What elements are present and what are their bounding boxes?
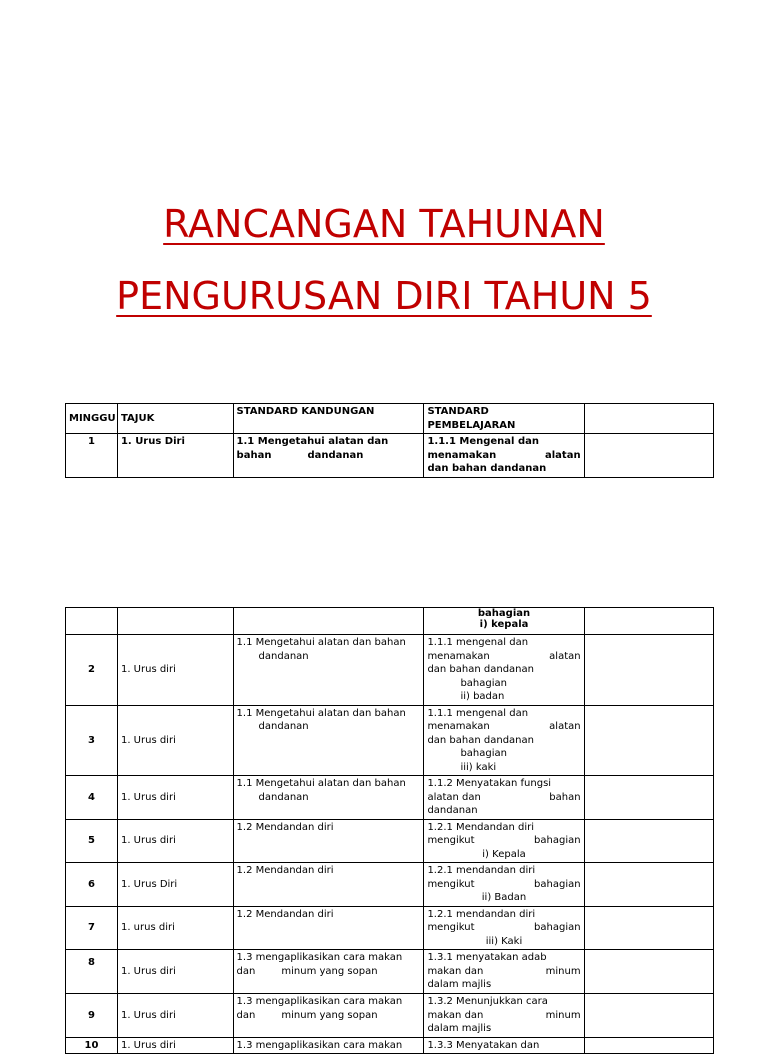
cell-empty <box>584 906 713 950</box>
header-minggu: MINGGU <box>66 404 118 434</box>
header-tajuk: TAJUK <box>117 404 233 434</box>
cell-tajuk: 1. Urus diri <box>117 635 233 706</box>
document-title-line-1: RANCANGAN TAHUNAN <box>163 202 605 246</box>
header-empty <box>584 404 713 434</box>
cell-standard-kandungan: 1.1 Mengetahui alatan dan bahan dandanan <box>233 434 424 478</box>
cell-empty <box>584 819 713 863</box>
cell-empty <box>584 635 713 706</box>
cell-empty <box>584 950 713 994</box>
table-row <box>66 776 714 820</box>
cell-standard-kandungan <box>233 608 424 635</box>
table-row <box>66 705 714 776</box>
table-row <box>66 950 714 994</box>
document-title-line-2: PENGURUSAN DIRI TAHUN 5 <box>116 274 652 318</box>
table-week-1 <box>65 403 714 478</box>
cell-standard-kandungan: 1.2 Mendandan diri <box>233 863 424 907</box>
cell-minggu <box>66 608 118 635</box>
cell-standard-kandungan: 1.1 Mengetahui alatan dan bahan dandanan <box>233 776 424 820</box>
cell-empty <box>584 1037 713 1054</box>
table-row <box>66 906 714 950</box>
cell-standard-kandungan: 1.3 mengaplikasikan cara makan <box>233 1037 424 1054</box>
table-row <box>66 635 714 706</box>
cell-tajuk <box>117 608 233 635</box>
cell-minggu: 7 <box>66 906 118 950</box>
cell-standard-kandungan: 1.1 Mengetahui alatan dan bahan dandanan <box>233 705 424 776</box>
table-row <box>66 994 714 1038</box>
cell-minggu: 4 <box>66 776 118 820</box>
cell-standard-kandungan: 1.1 Mengetahui alatan dan bahan dandanan <box>233 635 424 706</box>
cell-standard-pembelajaran: 1.3.1 menyatakan adab makan dan minum dalam majlis <box>424 950 584 994</box>
cell-tajuk: 1. Urus diri <box>117 950 233 994</box>
cell-empty <box>584 994 713 1038</box>
cell-standard-kandungan: 1.2 Mendandan diri <box>233 819 424 863</box>
cell-standard-pembelajaran: 1.3.2 Menunjukkan cara makan dan minum dalam majlis <box>424 994 584 1038</box>
cell-standard-kandungan: 1.3 mengaplikasikan cara makan dan minum yang sopan <box>233 994 424 1038</box>
cell-minggu: 10 <box>66 1037 118 1054</box>
cell-tajuk: 1. Urus diri <box>117 994 233 1038</box>
table-row <box>66 819 714 863</box>
cell-minggu: 3 <box>66 705 118 776</box>
cell-minggu: 9 <box>66 994 118 1038</box>
cell-standard-pembelajaran: 1.1.1 mengenal dan menamakan alatan dan bahan dandanan bahagian ii) badan <box>424 635 584 706</box>
cell-tajuk: 1. Urus diri <box>117 776 233 820</box>
cell-tajuk: 1. urus diri <box>117 906 233 950</box>
cell-standard-pembelajaran: 1.2.1 mendandan diri mengikut bahagian iii) Kaki <box>424 906 584 950</box>
cell-empty <box>584 776 713 820</box>
cell-tajuk: 1. Urus Diri <box>117 863 233 907</box>
cell-standard-pembelajaran: 1.2.1 mendandan diri mengikut bahagian ii) Badan <box>424 863 584 907</box>
cell-standard-kandungan: 1.3 mengaplikasikan cara makan dan minum yang sopan <box>233 950 424 994</box>
table-row-continued <box>66 608 714 635</box>
cell-minggu: 8 <box>66 950 118 994</box>
cell-standard-pembelajaran: 1.2.1 Mendandan diri mengikut bahagian i) Kepala <box>424 819 584 863</box>
cell-tajuk: 1. Urus diri <box>117 1037 233 1054</box>
cell-tajuk: 1. Urus diri <box>117 705 233 776</box>
cell-tajuk: 1. Urus diri <box>117 819 233 863</box>
header-standard-pembelajaran: STANDARD PEMBELAJARAN <box>424 404 584 434</box>
cell-minggu: 6 <box>66 863 118 907</box>
table-row <box>66 863 714 907</box>
cell-minggu: 1 <box>66 434 118 478</box>
cell-tajuk: 1. Urus Diri <box>117 434 233 478</box>
table-row <box>66 434 714 478</box>
cell-standard-pembelajaran: 1.1.1 mengenal dan menamakan alatan dan bahan dandanan bahagian iii) kaki <box>424 705 584 776</box>
cell-standard-pembelajaran: 1.1.2 Menyatakan fungsi alatan dan bahan dandanan <box>424 776 584 820</box>
table-header-row <box>66 404 714 434</box>
cell-empty <box>584 705 713 776</box>
cell-empty <box>584 863 713 907</box>
cell-standard-pembelajaran: bahagian i) kepala <box>424 608 584 635</box>
cell-standard-pembelajaran: 1.3.3 Menyatakan dan <box>424 1037 584 1054</box>
cell-empty <box>584 434 713 478</box>
cell-standard-kandungan: 1.2 Mendandan diri <box>233 906 424 950</box>
cell-standard-pembelajaran: 1.1.1 Mengenal dan menamakan alatan dan bahan dandanan <box>424 434 584 478</box>
header-standard-kandungan: STANDARD KANDUNGAN <box>233 404 424 434</box>
cell-empty <box>584 608 713 635</box>
table-row <box>66 1037 714 1054</box>
table-weeks-2-10 <box>65 607 714 1054</box>
cell-minggu: 2 <box>66 635 118 706</box>
cell-minggu: 5 <box>66 819 118 863</box>
